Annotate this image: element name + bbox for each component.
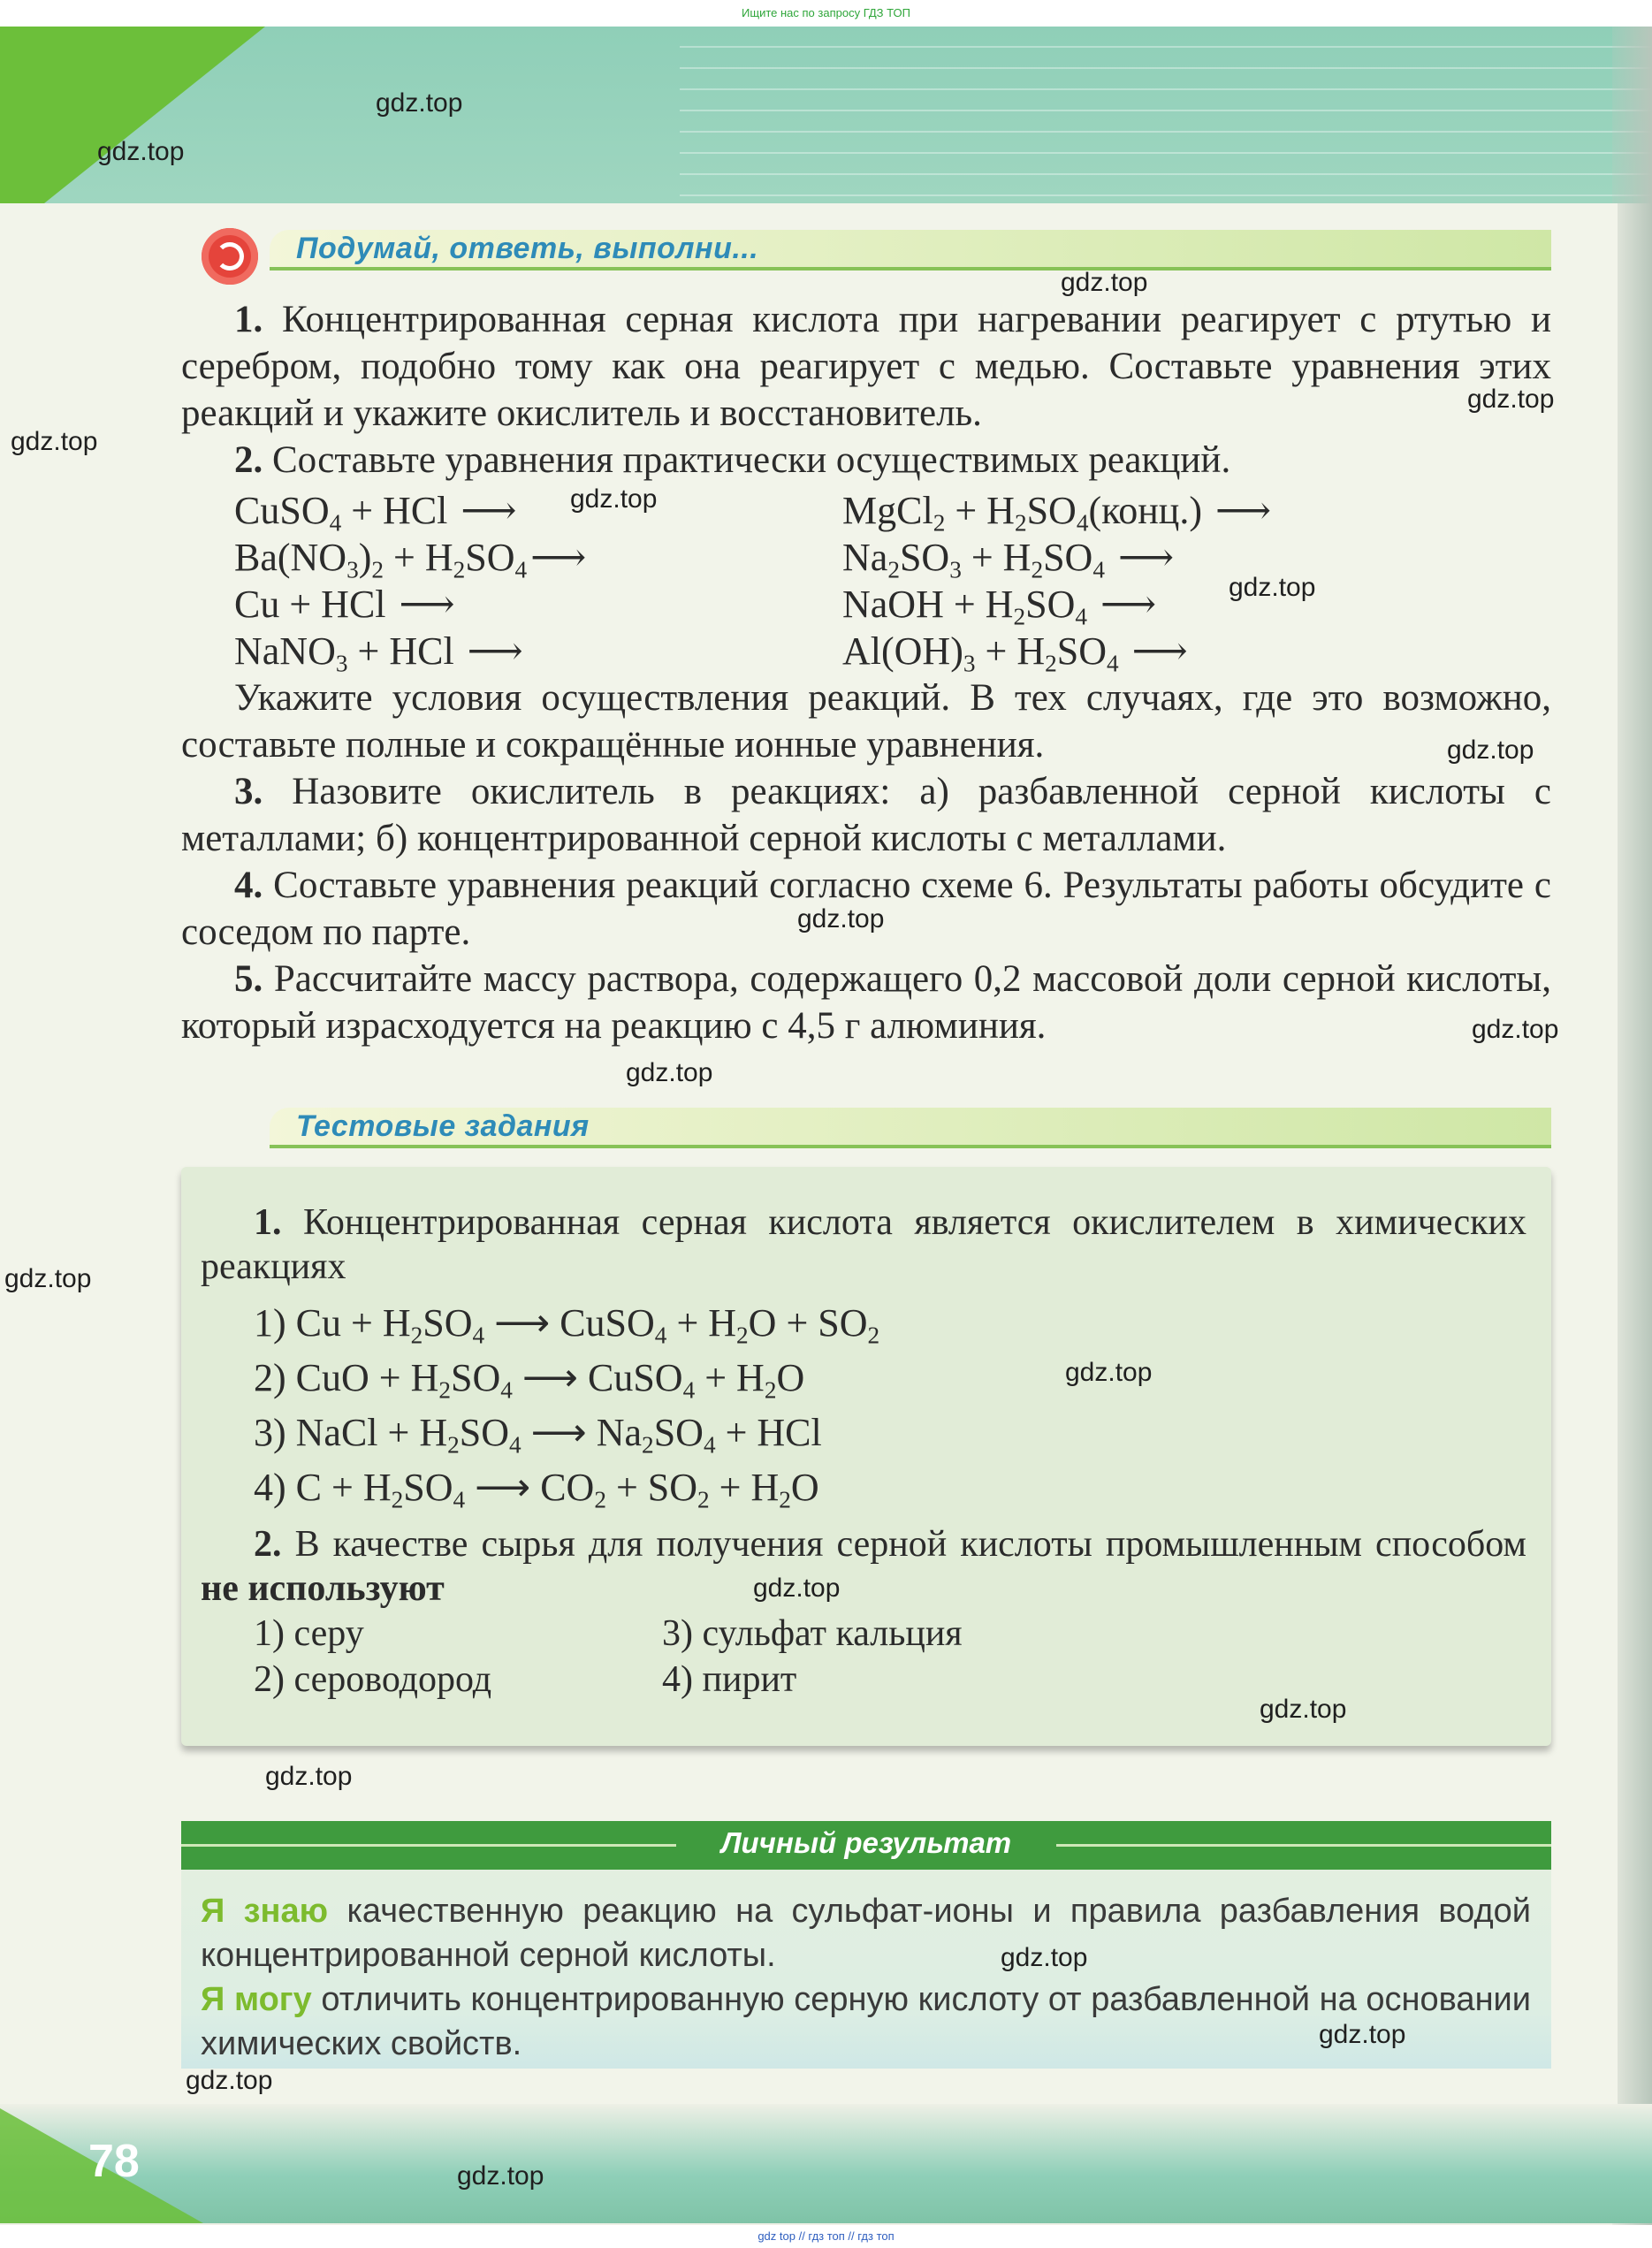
test-question-1-options <box>254 1296 1526 1515</box>
think-tasks <box>181 296 1551 1049</box>
watermark: gdz.top <box>186 2066 273 2095</box>
page-number: 78 <box>88 2136 140 2187</box>
option-2: 2) сероводород <box>254 1659 492 1700</box>
top-notice: Ищите нас по запросу ГДЗ ТОП <box>0 0 1652 27</box>
bottom-notice: gdz top // гдз топ // гдз топ <box>0 2225 1652 2248</box>
task-5: 5. Рассчитайте массу раствора, содержащего 0,2 массовой доли серной кислоты, который израсходуется на реакцию с 4,5 г алюминия. <box>181 958 1551 1047</box>
test-question-2-options <box>254 1611 1526 1703</box>
test-q1-option: 2) CuO + $H_2SO_4$ ⟶ CuSO$_4$ + $H_2O$ <box>254 1356 805 1404</box>
equation-2: $Ba(NO_3)_2$ + $H_2SO_4⟶$ <box>234 535 587 583</box>
personal-result-header <box>181 1821 1551 1870</box>
watermark: gdz.top <box>1472 1015 1559 1044</box>
think-section-title: Подумай, ответь, выполни... <box>296 232 759 265</box>
watermark: gdz.top <box>1467 385 1555 414</box>
watermark: gdz.top <box>626 1058 713 1087</box>
test-q1-option: 4) $C + H_2SO_4$ ⟶ $CO_2 + SO_2 + H_2O$ <box>254 1466 819 1513</box>
can-statement: Я могу отличить концентрированную серную кислоту от разбавленной на основании химических свойств. <box>201 1981 1532 2062</box>
watermark: gdz.top <box>570 484 658 514</box>
watermark: gdz.top <box>753 1574 841 1603</box>
equation-1: CuSO$_4$ + HCl ⟶ <box>234 488 517 537</box>
watermark: gdz.top <box>797 904 885 933</box>
watermark: gdz.top <box>457 2161 544 2191</box>
option-1: 1) серу <box>254 1613 364 1654</box>
personal-result-title: Личный результат <box>720 1826 1012 1859</box>
watermark: gdz.top <box>1260 1695 1347 1724</box>
watermark: gdz.top <box>1447 735 1534 765</box>
task-3: 3. Назовите окислитель в реакциях: а) разбавленной серной кислоты с металлами; б) концентрированной серной кислоты с металлами. <box>181 771 1552 859</box>
equation-7: NaOH + $H_2SO_4$ ⟶ <box>842 582 1157 630</box>
page-edge <box>1612 27 1652 2228</box>
equation-5: MgCl$_2$ + $H_2SO_4(конц.)$ ⟶ <box>842 488 1272 537</box>
footer-band <box>0 2104 1652 2223</box>
think-section-header <box>270 223 1551 267</box>
equation-grid <box>234 487 1551 677</box>
task-1: 1. Концентрированная серная кислота при нагревании реагирует с ртутью и серебром, подобно тому как она реагирует с медью. Составьте уравнения этих реакций и укажите окислитель и восстановитель. <box>181 299 1552 434</box>
task-2-conditions: Укажите условия осуществления реакций. В тех случаях, где это возможно, составьте полные и сокращённые ионные уравнения. <box>181 677 1551 766</box>
equation-8: $Al(OH)_3 + H_2SO_4$ ⟶ <box>842 629 1188 677</box>
test-question-1: 1. Концентрированная серная кислота является окислителем в химических реакциях <box>201 1202 1526 1287</box>
task-4: 4. Составьте уравнения реакций согласно схеме 6. Результаты работы обсудите с соседом по парте. <box>181 865 1552 953</box>
watermark: gdz.top <box>1319 2020 1406 2049</box>
test-section-header <box>270 1101 1551 1145</box>
option-4: 4) пирит <box>662 1659 797 1700</box>
watermark: gdz.top <box>265 1762 353 1791</box>
equation-3: Cu + HCl ⟶ <box>234 582 455 627</box>
test-question-2: 2. В качестве сырья для получения серной кислоты промышленным способом не используют <box>201 1524 1527 1609</box>
watermark: gdz.top <box>4 1264 92 1293</box>
watermark: gdz.top <box>1229 573 1316 602</box>
watermark: gdz.top <box>97 137 185 166</box>
equation-6: $Na_2SO_3 + H_2SO_4$ ⟶ <box>842 535 1175 583</box>
test-q1-option: 3) NaCl + $H_2SO_4$ ⟶ $Na_2SO_4$ + HCl <box>254 1411 822 1459</box>
option-3: 3) сульфат кальция <box>662 1613 963 1654</box>
test-box <box>181 1167 1551 1746</box>
refresh-icon <box>202 228 258 285</box>
watermark: gdz.top <box>376 88 463 118</box>
know-statement: Я знаю качественную реакцию на сульфат-ионы и правила разбавления водой концентрированной серной кислоты. <box>201 1893 1532 1974</box>
test-q1-option: 1) $Cu + H_2SO_4$ ⟶ CuSO$_4$ + $H_2O + SO_2$ <box>254 1301 880 1349</box>
watermark: gdz.top <box>11 427 98 456</box>
task-2: 2. Составьте уравнения практически осуществимых реакций. <box>234 439 1231 481</box>
watermark: gdz.top <box>1001 1943 1088 1972</box>
watermark: gdz.top <box>1065 1358 1153 1387</box>
test-section-title: Тестовые задания <box>296 1109 590 1143</box>
equation-4: NaNO$_3$ + HCl ⟶ <box>234 629 523 677</box>
watermark: gdz.top <box>1061 268 1148 297</box>
